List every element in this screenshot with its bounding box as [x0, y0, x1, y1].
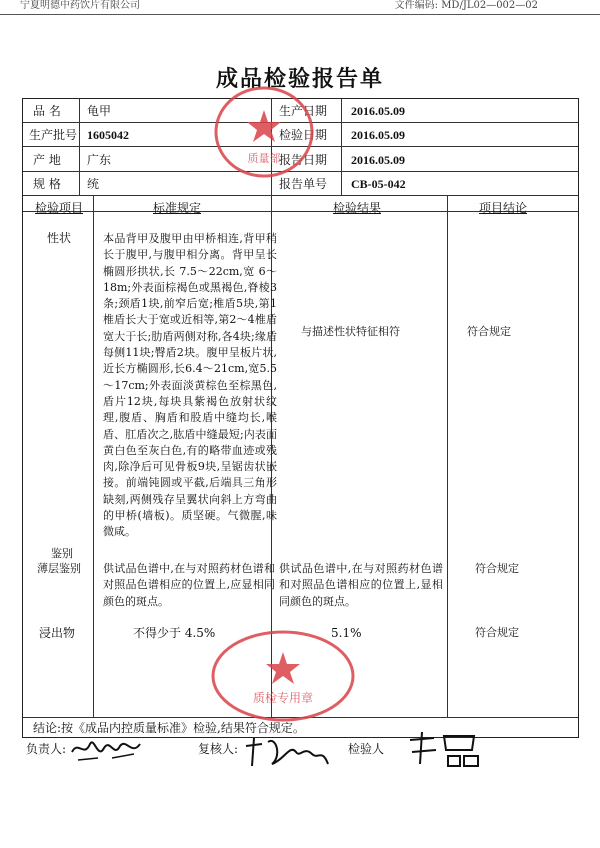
batch-value: 1605042 — [87, 128, 129, 142]
document-header — [0, 0, 600, 15]
report-no-value: CB-05-042 — [351, 177, 406, 191]
batch-label: 生产批号 — [29, 128, 78, 142]
prod-date-value: 2016.05.09 — [351, 104, 405, 118]
report-no-label: 报告单号 — [279, 177, 328, 191]
spec-label: 规 格 — [33, 177, 61, 191]
traits-conclusion: 符合规定 — [467, 325, 511, 338]
col-result: 检验结果 — [333, 201, 382, 215]
name-label: 品 名 — [33, 104, 61, 118]
file-number: 文件编码: MD/JL02—002—02 — [394, 0, 538, 11]
reviewer-signature — [242, 734, 332, 770]
ext-standard: 不得少于 4.5% — [133, 626, 216, 640]
origin-value: 广东 — [87, 153, 112, 167]
seal1-sub-text: 质量部 — [247, 152, 281, 165]
report-date-label: 报告日期 — [279, 153, 328, 167]
seal2-sub-text: 质检专用章 — [252, 691, 314, 705]
prod-date-label: 生产日期 — [279, 104, 328, 118]
company-name: 宁夏明德中药饮片有限公司 — [20, 0, 140, 11]
test-date-label: 检验日期 — [279, 128, 328, 142]
id-label-1: 鉴别 — [51, 547, 73, 560]
name-value: 龟甲 — [87, 104, 112, 118]
ext-conclusion: 符合规定 — [475, 626, 519, 639]
id-conclusion: 符合规定 — [475, 562, 519, 575]
conclusion-text: 结论:按《成品内控质量标准》检验,结果符合规定。 — [33, 721, 305, 735]
origin-label: 产 地 — [33, 153, 61, 167]
inspector-label: 检验人 — [348, 742, 385, 756]
id-result: 供试品色谱中,在与对照药材色谱和对照品色谱相应的位置上,显相同颜色的斑点。 — [279, 562, 443, 608]
qc-special-seal — [208, 628, 358, 724]
id-label-2: 薄层鉴别 — [37, 562, 81, 575]
traits-standard: 本品背甲及腹甲由甲桥相连,背甲稍长于腹甲,与腹甲相分离。背甲呈长椭圆形拱状,长 7.5～22cm,宽 6～18m;外表面棕褐色或黑褐色,脊棱3条;颈盾1块,前窄后宽;椎盾5块,第1椎盾长大于宽或近相等,第2～4椎盾宽大于长;肋盾两侧对称,各4块;缘盾每侧11块;臀盾2块。腹甲呈板片状,近长方椭圆形,长6.4～21cm,宽5.5～17cm;外表面淡黄棕色至棕黑色,盾片12块,每块具紫褐色放射状纹理,腹盾、胸盾和股盾中缝均长,喉盾、肛盾次之,肱盾中缝最短;内表面黄白色至灰白色,有的略带血迹或残肉,除净后可见骨板9块,呈锯齿状嵌接。前端钝圆或平截,后端具三角形缺刻,两侧残存呈翼状向斜上方弯曲的甲桥(墙板)。质坚硬。气微腥,味微咸。 — [103, 232, 277, 539]
responsible-signature — [68, 732, 148, 766]
page-title: 成品检验报告单 — [215, 66, 384, 92]
test-date-value: 2016.05.09 — [351, 128, 405, 142]
ext-result: 5.1% — [331, 626, 362, 640]
traits-label: 性状 — [47, 231, 72, 245]
responsible-label: 负责人: — [26, 742, 67, 756]
report-date-value: 2016.05.09 — [351, 153, 405, 167]
col-item: 检验项目 — [35, 201, 84, 215]
id-standard: 供试品色谱中,在与对照药材色谱和对照品色谱相应的位置上,应显相同颜色的斑点。 — [103, 562, 275, 608]
traits-result: 与描述性状特征相符 — [301, 325, 400, 338]
reviewer-label: 复核人: — [198, 742, 239, 756]
quality-dept-seal — [212, 82, 316, 182]
col-standard: 标准规定 — [153, 201, 202, 215]
spec-value: 统 — [87, 177, 100, 191]
col-conclusion: 项目结论 — [479, 201, 528, 215]
inspector-signature — [404, 730, 484, 770]
ext-label: 浸出物 — [39, 626, 76, 640]
